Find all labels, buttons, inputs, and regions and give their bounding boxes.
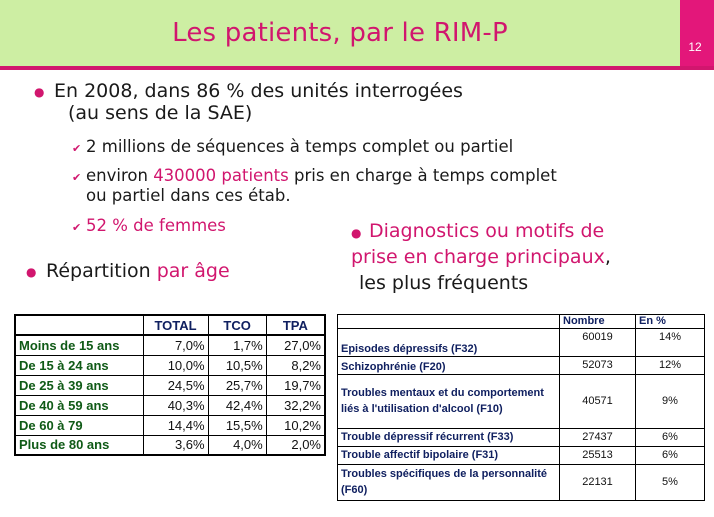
percent-value: 6% [636, 447, 705, 465]
table-row [338, 329, 705, 357]
table-row [338, 447, 705, 465]
table-header-tpa: TPA [266, 315, 325, 335]
table-row [338, 375, 705, 429]
table-header-total: TOTAL [143, 315, 208, 335]
checkmark-icon: ✔ [72, 171, 82, 184]
sub-bullet-text: environ [86, 166, 154, 185]
sub-bullet-text: pris en charge à temps complet [288, 166, 557, 185]
percent-value: 12% [636, 357, 705, 375]
table-header-tco: TCO [208, 315, 266, 335]
slide-title: Les patients, par le RIM-P [172, 18, 508, 48]
tco-value: 15,5% [208, 415, 266, 435]
diagnosis-label: Schizophrénie (F20) [338, 357, 560, 375]
diagnosis-label: Troubles spécifiques de la personnalité (F60) [338, 465, 560, 501]
bullet-line-3: les plus fréquents [359, 272, 529, 294]
bullet-line-2-suffix: , [604, 246, 611, 268]
total-value: 40,3% [143, 395, 208, 415]
checkmark-icon: ✔ [72, 142, 82, 155]
total-value: 3,6% [143, 435, 208, 455]
sub-bullet-sequences [72, 137, 686, 157]
table-header-empty [338, 315, 560, 329]
bullet-dot-icon: ● [26, 265, 37, 279]
total-value: 24,5% [143, 375, 208, 395]
highlight-patients: 430000 patients [153, 166, 289, 185]
age-label: De 40 à 59 ans [15, 395, 143, 415]
title-divider [0, 66, 714, 70]
table-row [15, 335, 325, 355]
table-row [15, 435, 325, 455]
count-value: 27437 [560, 429, 636, 447]
tpa-value: 27,0% [266, 335, 325, 355]
table-header-row [15, 315, 325, 335]
bullet-dot-icon: ● [34, 85, 45, 99]
bullet-line-1: En 2008, dans 86 % des unités interrogées [54, 80, 463, 102]
highlight-age: par âge [156, 260, 230, 282]
age-label: Plus de 80 ans [15, 435, 143, 455]
total-value: 14,4% [143, 415, 208, 435]
count-value: 25513 [560, 447, 636, 465]
bullet-line-1: Diagnostics ou motifs de [369, 220, 605, 242]
table-header-row [338, 315, 705, 329]
count-value: 60019 [560, 329, 636, 357]
percent-value: 5% [636, 465, 705, 501]
tpa-value: 8,2% [266, 355, 325, 375]
sub-bullet-text: 2 millions de séquences à temps complet ou partiel [86, 137, 514, 156]
bullet-line-2-highlight: prise en charge principaux [351, 246, 605, 268]
age-distribution-table [14, 314, 326, 456]
count-value: 40571 [560, 375, 636, 429]
diagnosis-label: Trouble dépressif récurrent (F33) [338, 429, 560, 447]
page-number-tab [680, 0, 714, 66]
bullet-dot-icon: ● [351, 226, 362, 240]
age-label: De 25 à 39 ans [15, 375, 143, 395]
bullet-diagnostics [351, 218, 701, 296]
diagnostics-table [337, 314, 705, 501]
percent-value: 9% [636, 375, 705, 429]
diagnosis-label: Troubles mentaux et du comportement liés à l'utilisation d'alcool (F10) [338, 375, 560, 429]
count-value: 52073 [560, 357, 636, 375]
tpa-value: 2,0% [266, 435, 325, 455]
sub-bullet-text: 52 % de femmes [86, 216, 226, 235]
table-row [338, 429, 705, 447]
bullet-line-2: (au sens de la SAE) [68, 102, 253, 124]
table-header-nombre: Nombre [560, 315, 636, 329]
page-number: 12 [688, 40, 702, 54]
table-row [338, 465, 705, 501]
sub-bullet-patients [72, 166, 686, 206]
tpa-value: 32,2% [266, 395, 325, 415]
tco-value: 25,7% [208, 375, 266, 395]
tco-value: 1,7% [208, 335, 266, 355]
sub-bullet-women [72, 216, 386, 236]
age-label: De 15 à 24 ans [15, 355, 143, 375]
table-header-pct: En % [636, 315, 705, 329]
bullet-age-distribution [26, 260, 346, 282]
bullet-text: Répartition [46, 260, 157, 282]
bullet-2008-stats [34, 80, 674, 124]
table-header-empty [15, 315, 143, 335]
table-row [15, 415, 325, 435]
diagnosis-label: Episodes dépressifs (F32) [338, 329, 560, 357]
total-value: 10,0% [143, 355, 208, 375]
age-label: De 60 à 79 [15, 415, 143, 435]
count-value: 22131 [560, 465, 636, 501]
tpa-value: 19,7% [266, 375, 325, 395]
title-bar [0, 0, 680, 66]
table-row [338, 357, 705, 375]
tco-value: 4,0% [208, 435, 266, 455]
table-row [15, 375, 325, 395]
age-label: Moins de 15 ans [15, 335, 143, 355]
diagnosis-label: Trouble affectif bipolaire (F31) [338, 447, 560, 465]
tpa-value: 10,2% [266, 415, 325, 435]
table-row [15, 355, 325, 375]
tco-value: 42,4% [208, 395, 266, 415]
percent-value: 14% [636, 329, 705, 357]
total-value: 7,0% [143, 335, 208, 355]
sub-bullet-text: ou partiel dans ces étab. [86, 186, 291, 205]
percent-value: 6% [636, 429, 705, 447]
table-row [15, 395, 325, 415]
tco-value: 10,5% [208, 355, 266, 375]
checkmark-icon: ✔ [72, 221, 82, 234]
